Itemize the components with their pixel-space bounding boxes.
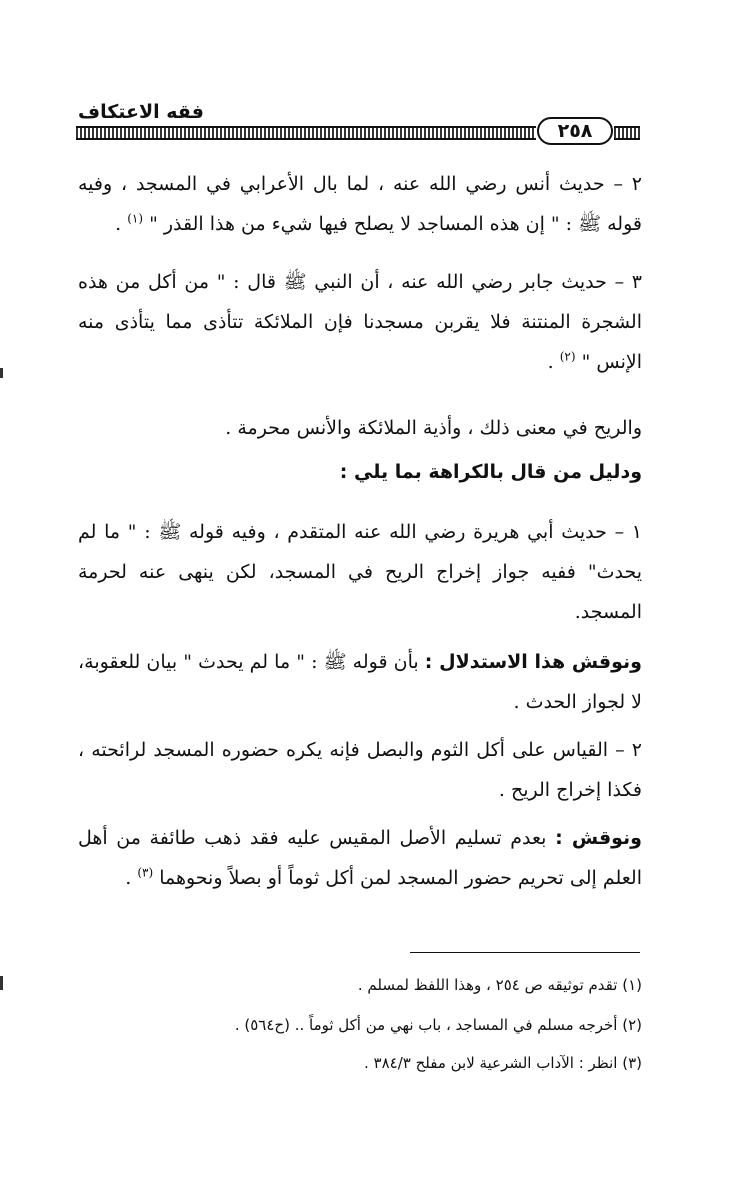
- footnote-number: (٢): [622, 1016, 642, 1034]
- paragraph-end: .: [125, 867, 132, 889]
- footnote-2: [78, 1014, 642, 1036]
- footnote-separator: [410, 952, 640, 953]
- paragraph-text: حديث أنس رضي الله عنه ، لما بال الأعرابي في المسجد ، وفيه قوله ﷺ : " إن هذه المساجد لا يصلح فيها شيء من هذا القذر ": [78, 173, 642, 235]
- item-number: ٢ –: [615, 739, 643, 761]
- paragraph-end: .: [115, 213, 122, 235]
- hadith-jabir-paragraph: [78, 262, 642, 382]
- footnote-number: (١): [622, 976, 642, 994]
- footnote-number: (٣): [622, 1054, 642, 1072]
- header-rule: [76, 126, 536, 140]
- rebuttal-two: [78, 818, 642, 898]
- item-number: ٣ –: [614, 271, 642, 293]
- evidence-abu-hurayra: [78, 512, 642, 632]
- footnote-marker: (٢): [559, 349, 576, 364]
- scan-edge-mark: [0, 976, 3, 990]
- footnote-marker: (٣): [137, 865, 154, 880]
- paragraph-text: بعدم تسليم الأصل المقيس عليه فقد ذهب طائفة من أهل العلم إلى تحريم حضور المسجد لمن أكل ثوماً أو بصلاً ونحوهما: [78, 827, 642, 889]
- rebuttal-one: [78, 642, 642, 722]
- section-heading: ودليل من قال بالكراهة بما يلي :: [339, 461, 642, 483]
- paragraph-text: حديث أبي هريرة رضي الله عنه المتقدم ، وفيه قوله ﷺ : " ما لم يحدث" ففيه جواز إخراج الريح في المسجد، لكن ينهى عنه لحرمة المسجد.: [78, 521, 642, 623]
- item-number: ٢ –: [613, 173, 642, 195]
- footnote-1: [78, 974, 642, 996]
- header-rule-end: [614, 126, 640, 140]
- paragraph-text: القياس على أكل الثوم والبصل فإنه يكره حضوره المسجد لرائحته ، فكذا إخراج الريح .: [78, 739, 642, 801]
- footnote-marker: (١): [127, 211, 144, 226]
- footnote-text: تقدم توثيقه ص ٢٥٤ ، وهذا اللفظ لمسلم .: [357, 976, 618, 994]
- rebuttal-lead: ونوقش هذا الاستدلال :: [424, 651, 642, 673]
- footnote-3: [78, 1052, 642, 1074]
- paragraph-text: حديث جابر رضي الله عنه ، أن النبي ﷺ قال : " من أكل من هذه الشجرة المنتنة فلا يقربن مسجدنا فإن الملائكة تتأذى مما يتأذى منه الإنس ": [78, 271, 642, 373]
- footnote-text: انظر : الآداب الشرعية لابن مفلح ٣٨٤/٣ .: [364, 1054, 618, 1072]
- wind-ruling-paragraph: [78, 408, 642, 448]
- paragraph-text: والريح في معنى ذلك ، وأذية الملائكة والأنس محرمة .: [225, 417, 642, 439]
- footnote-text: أخرجه مسلم في المساجد ، باب نهي من أكل ثوماً .. (ح٥٦٤) .: [234, 1016, 618, 1034]
- evidence-garlic-analogy: [78, 730, 642, 810]
- running-header-title: فقه الاعتكاف: [78, 101, 204, 123]
- hadith-anas-paragraph: [78, 164, 642, 244]
- item-number: ١ –: [614, 521, 642, 543]
- paragraph-text: بأن قوله ﷺ : " ما لم يحدث " بيان للعقوبة، لا لجواز الحدث .: [78, 651, 642, 713]
- rebuttal-lead: ونوقش :: [555, 827, 642, 849]
- paragraph-end: .: [547, 351, 554, 373]
- scan-edge-mark: [0, 368, 3, 378]
- page-number: ٢٥٨: [537, 117, 613, 145]
